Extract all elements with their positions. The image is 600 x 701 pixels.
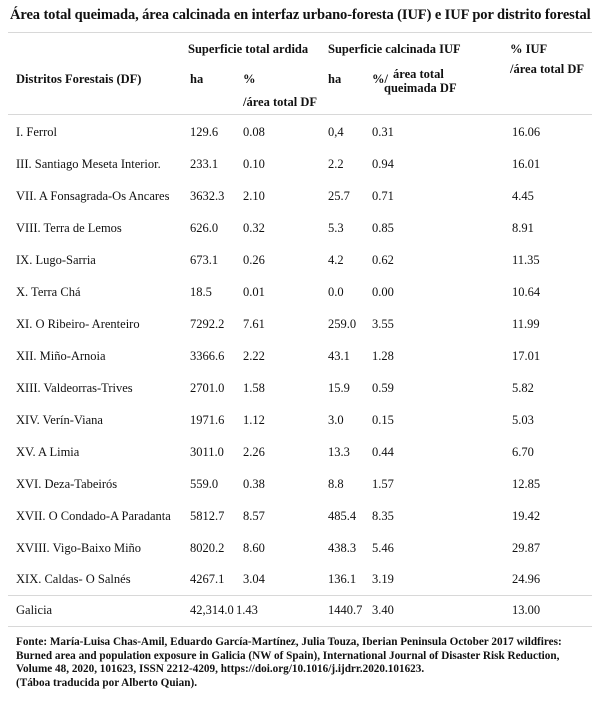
header-iuf-pct-line2: /área total DF — [510, 62, 585, 76]
header-ha-iuf: ha — [328, 72, 342, 86]
iuf-pct-df: 16.06 — [512, 125, 541, 139]
burned-total-ha: 129.6 — [190, 125, 219, 139]
district-name: XV. A Limia — [16, 445, 80, 459]
burned-iuf-pct: 0.31 — [372, 125, 394, 139]
burned-total-pct: 0.38 — [243, 477, 265, 491]
iuf-pct-df: 17.01 — [512, 349, 541, 363]
burned-iuf-pct: 0.15 — [372, 413, 394, 427]
burned-total-ha: 18.5 — [190, 285, 212, 299]
burned-total-pct: 8.60 — [243, 541, 265, 555]
burned-total-pct: 0.10 — [243, 157, 265, 171]
table-row — [0, 277, 600, 308]
burned-iuf-pct: 0.62 — [372, 253, 394, 267]
header-burned-iuf: Superficie calcinada IUF — [328, 42, 461, 56]
burned-iuf-pct: 0.85 — [372, 221, 394, 235]
iuf-pct-df: 29.87 — [512, 541, 541, 555]
header-ha-total: ha — [190, 72, 204, 86]
header-top-rule — [8, 32, 592, 33]
burned-total-pct: 0.01 — [243, 285, 265, 299]
burned-iuf-ha: 5.3 — [328, 221, 344, 235]
burned-iuf-ha: 15.9 — [328, 381, 350, 395]
district-name: XII. Miño-Arnoia — [16, 349, 106, 363]
district-name: VII. A Fonsagrada-Os Ancares — [16, 189, 170, 203]
iuf-pct-df: 19.42 — [512, 509, 541, 523]
iuf-pct-df: 16.01 — [512, 157, 541, 171]
burned-total-ha: 233.1 — [190, 157, 219, 171]
source-line: Burned area and population exposure in Galicia (NW of Spain), International Journal of Disaster Risk Reduction, — [16, 649, 560, 662]
burned-iuf-ha: 2.2 — [328, 157, 344, 171]
table-row — [0, 149, 600, 180]
table-row — [0, 373, 600, 404]
source-line: (Táboa traducida por Alberto Quian). — [16, 676, 197, 689]
burned-iuf-ha: 25.7 — [328, 189, 350, 203]
table-row — [0, 437, 600, 468]
source-note — [16, 636, 591, 690]
burned-total-pct: 0.26 — [243, 253, 265, 267]
district-name: XVI. Deza-Tabeirós — [16, 477, 118, 491]
district-name: XIX. Caldas- O Salnés — [16, 572, 131, 586]
source-line: Volume 48, 2020, 101623, ISSN 2212-4209, https://doi.org/10.1016/j.ijdrr.2020.101623. — [16, 663, 425, 676]
total-iuf-pct-df: 13.00 — [512, 603, 541, 617]
burned-iuf-pct: 0.00 — [372, 285, 394, 299]
iuf-pct-df: 11.99 — [512, 317, 540, 331]
burned-total-pct: 2.26 — [243, 445, 265, 459]
burned-total-pct: 3.04 — [243, 572, 265, 586]
header-area-total-line2: queimada DF — [384, 81, 457, 95]
table-row — [0, 341, 600, 372]
total-iuf-pct: 3.40 — [372, 603, 394, 617]
district-name: XI. O Ribeiro- Arenteiro — [16, 317, 140, 331]
district-name: VIII. Terra de Lemos — [16, 221, 122, 235]
burned-iuf-ha: 3.0 — [328, 413, 344, 427]
burned-total-pct: 1.12 — [243, 413, 265, 427]
iuf-pct-df: 8.91 — [512, 221, 534, 235]
burned-total-ha: 3366.6 — [190, 349, 225, 363]
table-row — [0, 405, 600, 436]
burned-iuf-pct: 1.57 — [372, 477, 394, 491]
header-iuf-pct-line1: % IUF — [510, 42, 548, 56]
burned-total-pct: 2.10 — [243, 189, 265, 203]
district-name: IX. Lugo-Sarria — [16, 253, 96, 267]
iuf-pct-df: 12.85 — [512, 477, 541, 491]
burned-total-pct: 7.61 — [243, 317, 265, 331]
header-pct-area-df: /área total DF — [243, 95, 318, 109]
burned-total-pct: 1.58 — [243, 381, 265, 395]
burned-total-ha: 626.0 — [190, 221, 219, 235]
burned-iuf-pct: 5.46 — [372, 541, 394, 555]
burned-total-ha: 5812.7 — [190, 509, 225, 523]
burned-total-ha: 7292.2 — [190, 317, 225, 331]
burned-iuf-pct: 1.28 — [372, 349, 394, 363]
iuf-pct-df: 11.35 — [512, 253, 540, 267]
district-name: XVIII. Vigo-Baixo Miño — [16, 541, 142, 555]
table-row — [0, 181, 600, 212]
burned-iuf-ha: 8.8 — [328, 477, 344, 491]
burned-total-ha: 3632.3 — [190, 189, 225, 203]
burned-total-ha: 3011.0 — [190, 445, 224, 459]
iuf-pct-df: 4.45 — [512, 189, 534, 203]
header-pct-total: % — [243, 72, 256, 86]
burned-iuf-ha: 485.4 — [328, 509, 357, 523]
iuf-pct-df: 5.82 — [512, 381, 534, 395]
burned-total-ha: 8020.2 — [190, 541, 225, 555]
burned-total-ha: 673.1 — [190, 253, 219, 267]
burned-iuf-pct: 0.44 — [372, 445, 394, 459]
iuf-pct-df: 10.64 — [512, 285, 541, 299]
iuf-pct-df: 5.03 — [512, 413, 534, 427]
burned-iuf-pct: 0.71 — [372, 189, 394, 203]
burned-iuf-pct: 3.55 — [372, 317, 394, 331]
burned-iuf-ha: 0,4 — [328, 125, 344, 139]
burned-iuf-ha: 0.0 — [328, 285, 344, 299]
table-row — [0, 501, 600, 532]
burned-iuf-ha: 13.3 — [328, 445, 350, 459]
iuf-pct-df: 6.70 — [512, 445, 534, 459]
district-name: XIII. Valdeorras-Trives — [16, 381, 133, 395]
table-row — [0, 564, 600, 595]
burned-iuf-ha: 438.3 — [328, 541, 357, 555]
burned-total-ha: 4267.1 — [190, 572, 225, 586]
district-name: XVII. O Condado-A Paradanta — [16, 509, 171, 523]
total-iuf-ha: 1440.7 — [328, 603, 363, 617]
table-row — [0, 533, 600, 564]
district-name: III. Santiago Meseta Interior. — [16, 157, 161, 171]
burned-iuf-pct: 0.59 — [372, 381, 394, 395]
burned-iuf-pct: 8.35 — [372, 509, 394, 523]
table-bottom-rule — [8, 626, 592, 627]
table-row — [0, 117, 600, 148]
burned-iuf-pct: 3.19 — [372, 572, 394, 586]
district-name: XIV. Verín-Viana — [16, 413, 103, 427]
district-name: X. Terra Chá — [16, 285, 81, 299]
header-area-total-line1: área total — [393, 67, 444, 81]
burned-iuf-ha: 259.0 — [328, 317, 357, 331]
header-bottom-rule — [8, 114, 592, 115]
table-row — [0, 245, 600, 276]
table-row — [0, 469, 600, 500]
table-row — [0, 309, 600, 340]
header-burned-total: Superficie total ardida — [188, 42, 309, 56]
burned-total-pct: 8.57 — [243, 509, 265, 523]
burned-iuf-ha: 43.1 — [328, 349, 350, 363]
source-line: Fonte: María-Luisa Chas-Amil, Eduardo García-Martínez, Julia Touza, Iberian Peninsula October 2017 wildfires: — [16, 636, 562, 648]
burned-iuf-pct: 0.94 — [372, 157, 394, 171]
total-burned-ha: 42,314.0 — [190, 603, 234, 617]
burned-total-pct: 2.22 — [243, 349, 265, 363]
burned-total-ha: 1971.6 — [190, 413, 225, 427]
burned-total-pct: 0.08 — [243, 125, 265, 139]
burned-total-ha: 559.0 — [190, 477, 219, 491]
header-district: Distritos Forestais (DF) — [16, 72, 142, 86]
table-total-row — [0, 595, 600, 626]
burned-total-ha: 2701.0 — [190, 381, 225, 395]
iuf-pct-df: 24.96 — [512, 572, 541, 586]
total-name: Galicia — [16, 603, 53, 617]
burned-iuf-ha: 4.2 — [328, 253, 344, 267]
burned-iuf-ha: 136.1 — [328, 572, 357, 586]
header-pct-iuf: %/ — [372, 72, 388, 86]
burned-total-pct: 0.32 — [243, 221, 265, 235]
district-name: I. Ferrol — [16, 125, 57, 139]
table-row — [0, 213, 600, 244]
table-title: Área total queimada, área calcinada en interfaz urbano-foresta (IUF) e IUF por distrito forestal — [10, 7, 591, 23]
total-burned-pct: 1.43 — [236, 603, 258, 617]
